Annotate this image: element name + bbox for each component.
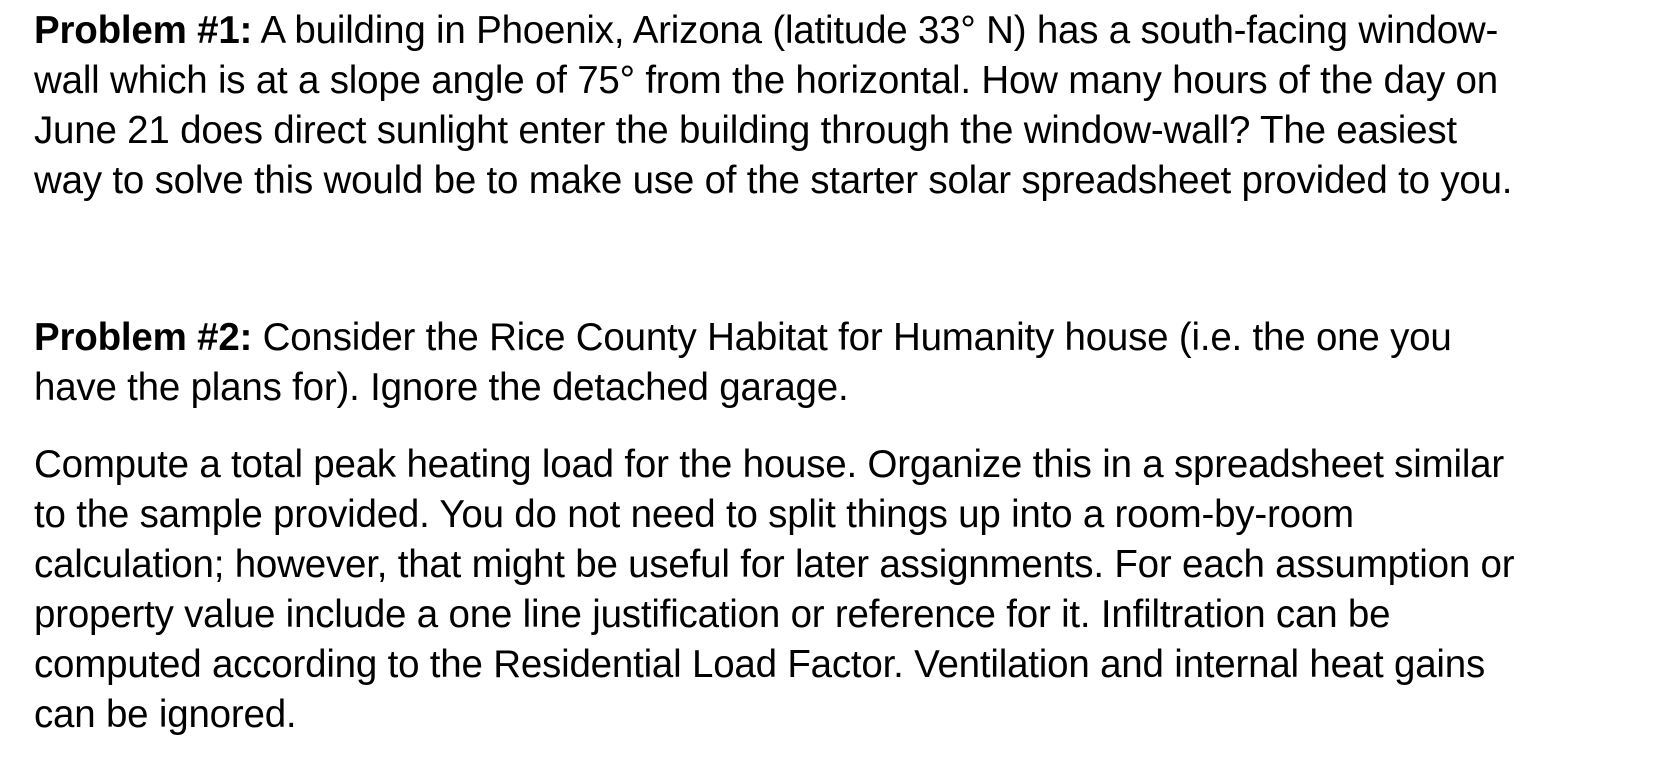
problem-2-text-1: Consider the Rice County Habitat for Humanity house (i.e. the one you (252, 316, 1452, 359)
problem-1-label: Problem #1: (34, 9, 253, 52)
problem-1-line-1 (34, 6, 1654, 56)
problem-2-instructions-paragraph (34, 440, 1654, 740)
instructions-line-1: Compute a total peak heating load for the house. Organize this in a spreadsheet similar (34, 443, 1505, 486)
problem-2-label: Problem #2: (34, 316, 253, 359)
problem-1-paragraph (34, 6, 1654, 206)
document-page (34, 6, 1654, 740)
problem-2-paragraph (34, 313, 1654, 413)
problem-1-line-4: way to solve this would be to make use of the starter solar spreadsheet provided to you. (34, 159, 1513, 202)
instructions-line-4: property value include a one line justification or reference for it. Infiltration can be (34, 593, 1391, 636)
instructions-line-6: can be ignored. (34, 693, 297, 736)
instructions-line-3: calculation; however, that might be useful for later assignments. For each assumption or (34, 543, 1515, 586)
problem-2-line-2: have the plans for). Ignore the detached garage. (34, 366, 849, 409)
instructions-line-5: computed according to the Residential Load Factor. Ventilation and internal heat gains (34, 643, 1486, 686)
problem-2-line-1 (34, 313, 1654, 363)
problem-1-line-2: wall which is at a slope angle of 75° from the horizontal. How many hours of the day on (34, 59, 1498, 102)
problem-1-text-1: A building in Phoenix, Arizona (latitude 33° N) has a south-facing window- (252, 9, 1499, 52)
instructions-line-2: to the sample provided. You do not need to split things up into a room-by-room (34, 493, 1354, 536)
problem-1-line-3: June 21 does direct sunlight enter the building through the window-wall? The easiest (34, 109, 1457, 152)
